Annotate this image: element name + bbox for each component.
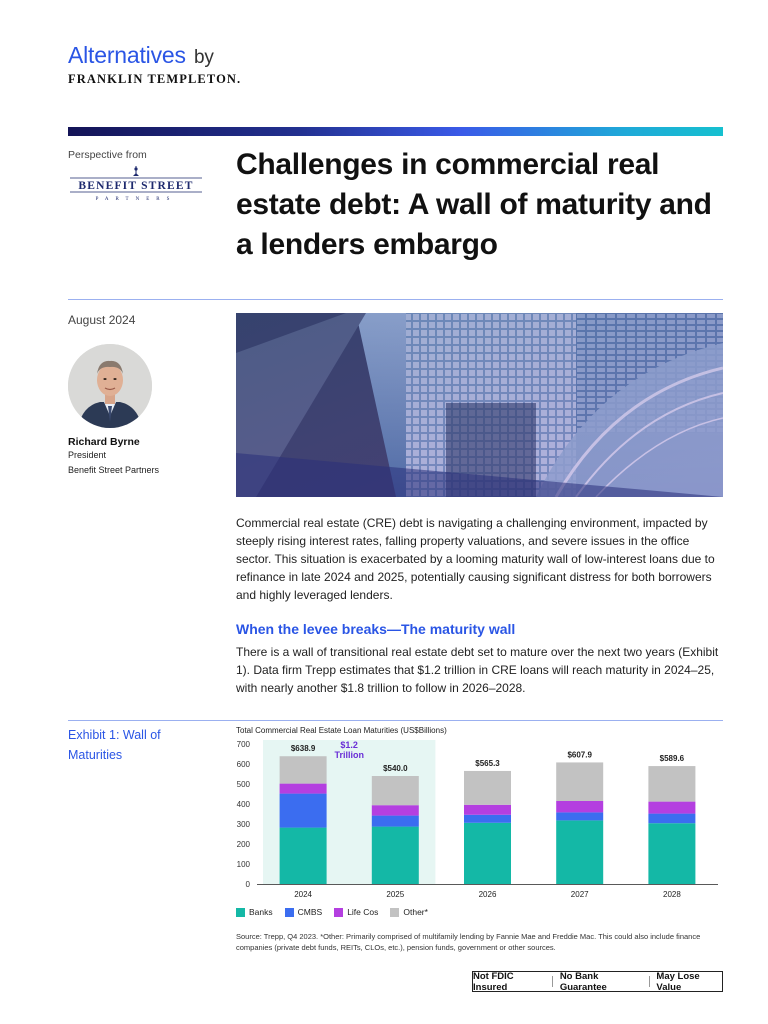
author-portrait-illustration: [68, 344, 152, 428]
bar-total-label-2024: $638.9: [290, 744, 316, 754]
chart-source-note: Source: Trepp, Q4 2023. *Other: Primarily comprised of multifamily lending by Fannie Mae and Freddie Mac. This could also include finance companies (private debt funds, REITs, CLOs, etc.), pension funds, government or other sources.: [236, 932, 701, 952]
y-tick-label: 700: [236, 740, 250, 749]
bar-segment-other-2025: [372, 776, 419, 805]
legend-label: Other*: [403, 907, 428, 917]
annotation-unit: Trillion: [334, 750, 364, 760]
chart-title: Total Commercial Real Estate Loan Maturities (US$Billions): [236, 726, 447, 735]
legend-label: Banks: [249, 907, 273, 917]
partner-logo-top-text: BENEFIT STREET: [78, 180, 194, 192]
header-gradient-bar: [68, 127, 723, 136]
brand-alternatives: [68, 42, 241, 69]
bar-segment-life-cos-2027: [556, 801, 603, 812]
x-tick-label-2024: 2024: [294, 890, 312, 899]
bar-segment-life-cos-2025: [372, 805, 419, 815]
y-tick-label: 0: [245, 880, 250, 889]
bar-segment-other-2027: [556, 762, 603, 801]
bar-total-label-2025: $540.0: [383, 764, 408, 773]
disclaimer-box: [472, 971, 723, 992]
disclaimer-separator: [649, 976, 650, 987]
y-tick-label: 200: [236, 840, 250, 849]
page-title: Challenges in commercial real estate debt: A wall of maturity and a lenders embargo: [236, 148, 712, 261]
bar-segment-cmbs-2028: [648, 814, 695, 824]
perspective-from-label: Perspective from: [68, 149, 147, 161]
legend-swatch: [390, 908, 399, 917]
maturities-stacked-bar-chart: [228, 722, 723, 922]
y-tick-label: 100: [236, 860, 250, 869]
legend-item: [334, 907, 378, 917]
bar-segment-other-2024: [280, 756, 327, 783]
bar-total-label-2027: $607.9: [567, 750, 592, 760]
intro-paragraph: Commercial real estate (CRE) debt is navigating a challenging environment, impacted by steeply rising interest rates, falling property valuations, and severe issues in the office sector. This situation is exacerbated by a looming maturity wall of low-interest loans due to refinance in late 2024 and 2025, potentially causing significant distress for both borrowers and highly leveraged lenders.: [236, 516, 715, 602]
legend-swatch: [285, 908, 294, 917]
bar-segment-banks-2025: [372, 827, 419, 884]
bar-total-label-2026: $565.3: [475, 758, 500, 768]
bar-segment-other-2028: [648, 766, 695, 802]
x-tick-label-2026: 2026: [478, 890, 497, 899]
legend-item: [236, 907, 273, 917]
legend-label: Life Cos: [347, 907, 379, 917]
disclaimer-no-bank-guarantee: No Bank Guarantee: [559, 970, 607, 993]
brand-alternatives-word: Alternatives: [68, 42, 186, 68]
exhibit-label: Exhibit 1: Wall of Maturities: [68, 728, 161, 762]
hero-building-image: [236, 313, 723, 497]
bar-segment-banks-2027: [556, 820, 603, 884]
bar-segment-cmbs-2025: [372, 816, 419, 827]
y-tick-label: 500: [236, 780, 250, 789]
y-tick-label: 400: [236, 800, 250, 809]
disclaimer-not-fdic: Not FDIC Insured: [473, 970, 514, 993]
legend-swatch: [236, 908, 245, 917]
author-organization: Benefit Street Partners: [68, 465, 160, 475]
publish-date: August 2024: [68, 313, 136, 327]
brand-franklin-templeton: FRANKLIN TEMPLETON.: [68, 72, 242, 86]
y-tick-label: 600: [236, 760, 250, 769]
bar-segment-life-cos-2026: [464, 805, 511, 815]
chart-legend: [236, 905, 440, 919]
partner-logo-bottom-text: PARTNERS: [95, 197, 177, 202]
author-name: Richard Byrne: [68, 436, 140, 448]
bar-segment-banks-2026: [464, 823, 511, 884]
disclaimer-separator: [552, 976, 553, 987]
y-tick-label: 300: [236, 820, 250, 829]
bar-segment-life-cos-2028: [648, 802, 695, 814]
bar-segment-cmbs-2024: [280, 794, 327, 828]
exhibit-divider: [68, 720, 723, 721]
author-avatar: [68, 344, 152, 428]
legend-swatch: [334, 908, 343, 917]
bar-segment-banks-2024: [280, 828, 327, 884]
author-role: President: [68, 450, 107, 460]
bar-segment-life-cos-2024: [280, 784, 327, 794]
bar-segment-cmbs-2026: [464, 815, 511, 823]
x-tick-label-2027: 2027: [570, 890, 589, 899]
bar-segment-other-2026: [464, 771, 511, 805]
hero-illustration: [236, 313, 723, 497]
bar-segment-cmbs-2027: [556, 812, 603, 820]
x-tick-label-2025: 2025: [386, 890, 405, 899]
section-heading: When the levee breaks—The maturity wall: [236, 621, 516, 637]
legend-item: [285, 907, 323, 917]
x-tick-label-2028: 2028: [663, 890, 681, 899]
bar-segment-banks-2028: [648, 823, 695, 884]
brand-by-word: by: [193, 47, 214, 68]
header-divider: [68, 299, 723, 300]
section-paragraph: There is a wall of transitional real estate debt set to mature over the next two years (Exhibit 1). Data firm Trepp estimates that $1.2 trillion in CRE loans will reach maturity in 2024–25, with nearly another $1.8 trillion to follow in 2026–2028.: [236, 645, 719, 695]
benefit-street-partners-logo: [70, 164, 202, 204]
franklin-alternatives-logo: [68, 42, 241, 87]
legend-label: CMBS: [297, 907, 323, 917]
bar-total-label-2028: $589.6: [659, 754, 685, 764]
legend-item: [390, 907, 428, 917]
disclaimer-may-lose-value: May Lose Value: [656, 970, 700, 993]
annotation-amount: $1.2: [340, 740, 358, 750]
